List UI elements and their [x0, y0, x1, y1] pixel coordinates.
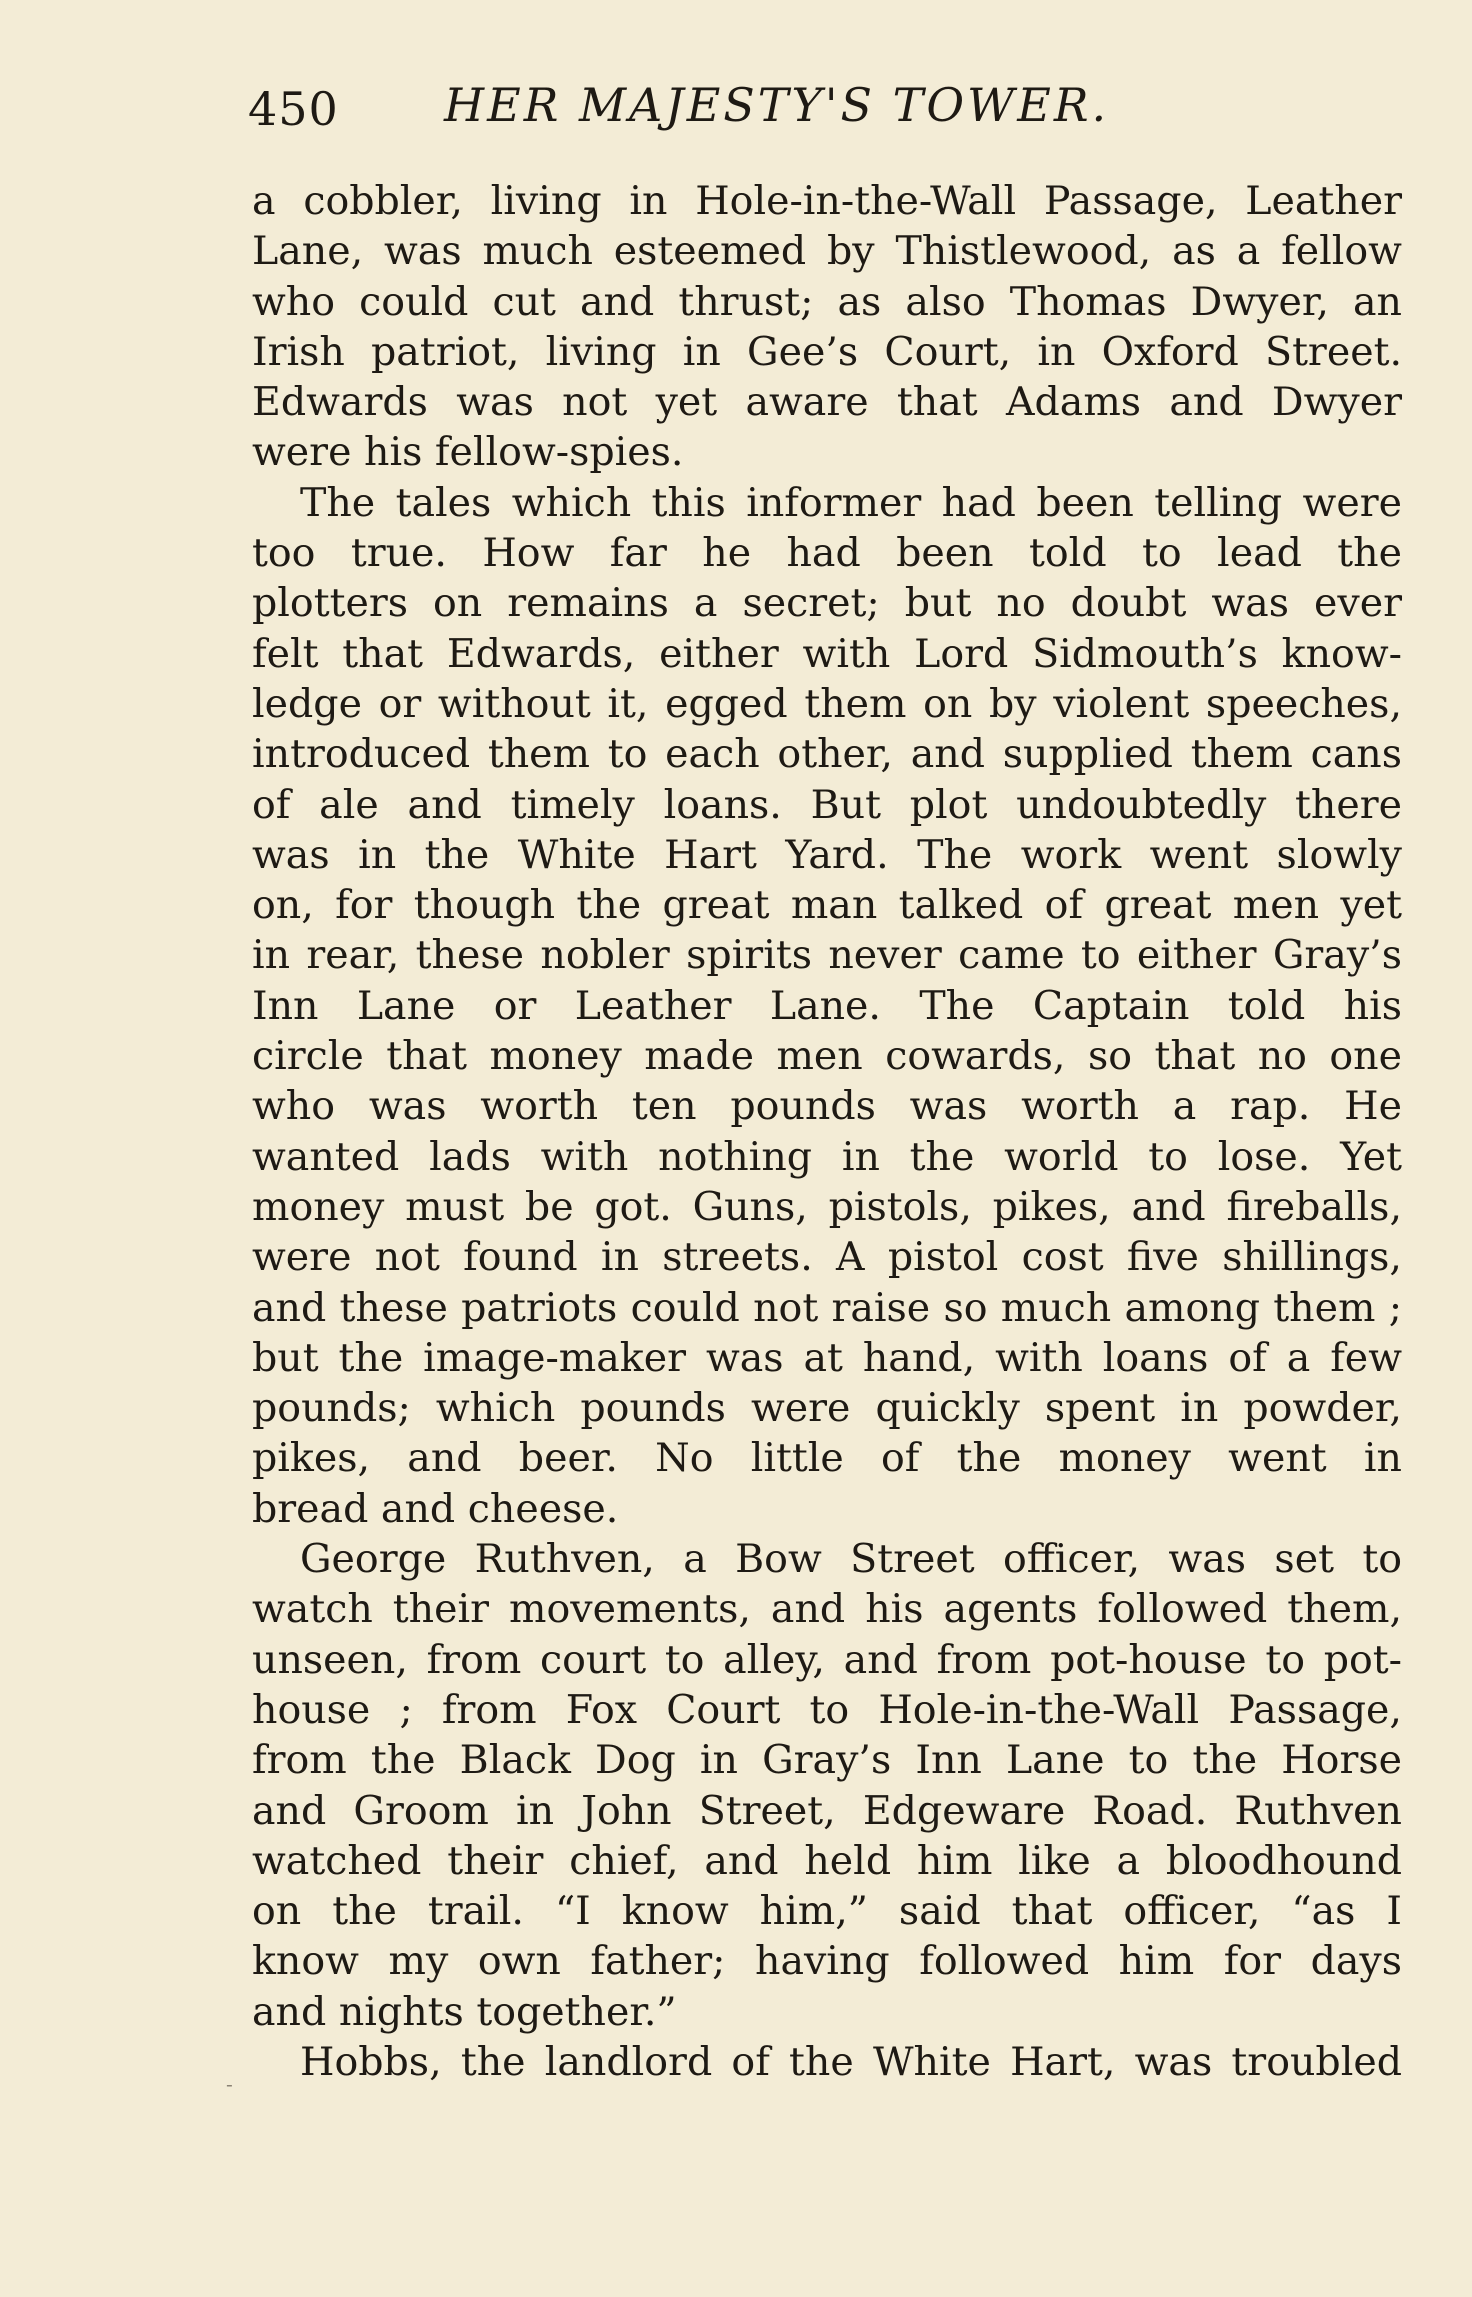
text-line: who was worth ten pounds was worth a rap. He — [252, 1083, 1402, 1130]
text-line: Lane, was much esteemed by Thistlewood, as a fellow — [252, 228, 1402, 275]
text-line: but the image-maker was at hand, with loans of a few — [252, 1334, 1402, 1381]
text-line: and nights together.” — [252, 1988, 677, 2035]
text-line: was in the White Hart Yard. The work went slowly — [252, 831, 1402, 878]
text-line: house ; from Fox Court to Hole-in-the-Wall Passage, — [252, 1686, 1402, 1733]
text-line: of ale and timely loans. But plot undoubtedly there — [252, 781, 1402, 828]
text-line: pikes, and beer. No little of the money went in — [252, 1435, 1402, 1482]
text-line: The tales which this informer had been telling were — [300, 479, 1402, 526]
margin-mark: - — [226, 2072, 233, 2096]
page-number: 450 — [248, 82, 339, 136]
text-line: wanted lads with nothing in the world to lose. Yet — [252, 1133, 1402, 1180]
text-line: introduced them to each other, and supplied them cans — [252, 731, 1402, 778]
text-line: watch their movements, and his agents followed them, — [252, 1586, 1402, 1633]
running-title: HER MAJESTY'S TOWER. — [444, 78, 1110, 132]
text-line: from the Black Dog in Gray’s Inn Lane to the Horse — [252, 1737, 1402, 1784]
page-header — [248, 72, 1408, 142]
text-line: Hobbs, the landlord of the White Hart, was troubled — [300, 2038, 1402, 2085]
text-line: circle that money made men cowards, so that no one — [252, 1033, 1402, 1080]
text-line: pounds; which pounds were quickly spent in powder, — [252, 1385, 1402, 1432]
text-line: bread and cheese. — [252, 1485, 619, 1532]
text-line: and Groom in John Street, Edgeware Road. Ruthven — [252, 1787, 1402, 1834]
text-line: Edwards was not yet aware that Adams and Dwyer — [252, 379, 1402, 426]
text-line: watched their chief, and held him like a bloodhound — [252, 1837, 1402, 1884]
text-line: Inn Lane or Leather Lane. The Captain told his — [252, 982, 1402, 1029]
text-line: George Ruthven, a Bow Street officer, was set to — [300, 1536, 1402, 1583]
text-line: too true. How far he had been told to lead the — [252, 530, 1402, 577]
text-line: were not found in streets. A pistol cost five shillings, — [252, 1234, 1402, 1281]
body-text — [252, 176, 1402, 2087]
text-line: plotters on remains a secret; but no doubt was ever — [252, 580, 1402, 627]
text-line: ledge or without it, egged them on by violent speeches, — [252, 680, 1402, 727]
text-line: unseen, from court to alley, and from pot-house to pot- — [252, 1636, 1402, 1683]
text-line: and these patriots could not raise so much among them ; — [252, 1284, 1402, 1331]
text-line: were his fellow-spies. — [252, 429, 684, 476]
text-line: in rear, these nobler spirits never came to either Gray’s — [252, 932, 1402, 979]
text-line: on the trail. “I know him,” said that officer, “as I — [252, 1888, 1402, 1935]
text-line: a cobbler, living in Hole-in-the-Wall Passage, Leather — [252, 178, 1402, 224]
text-line: who could cut and thrust; as also Thomas Dwyer, an — [252, 278, 1402, 325]
text-line: money must be got. Guns, pistols, pikes, and fireballs, — [252, 1183, 1402, 1230]
text-line: know my own father; having followed him for days — [252, 1938, 1402, 1985]
text-line: felt that Edwards, either with Lord Sidmouth’s know- — [252, 630, 1402, 677]
text-line: Irish patriot, living in Gee’s Court, in Oxford Street. — [252, 328, 1402, 375]
text-line: on, for though the great man talked of great men yet — [252, 882, 1402, 929]
